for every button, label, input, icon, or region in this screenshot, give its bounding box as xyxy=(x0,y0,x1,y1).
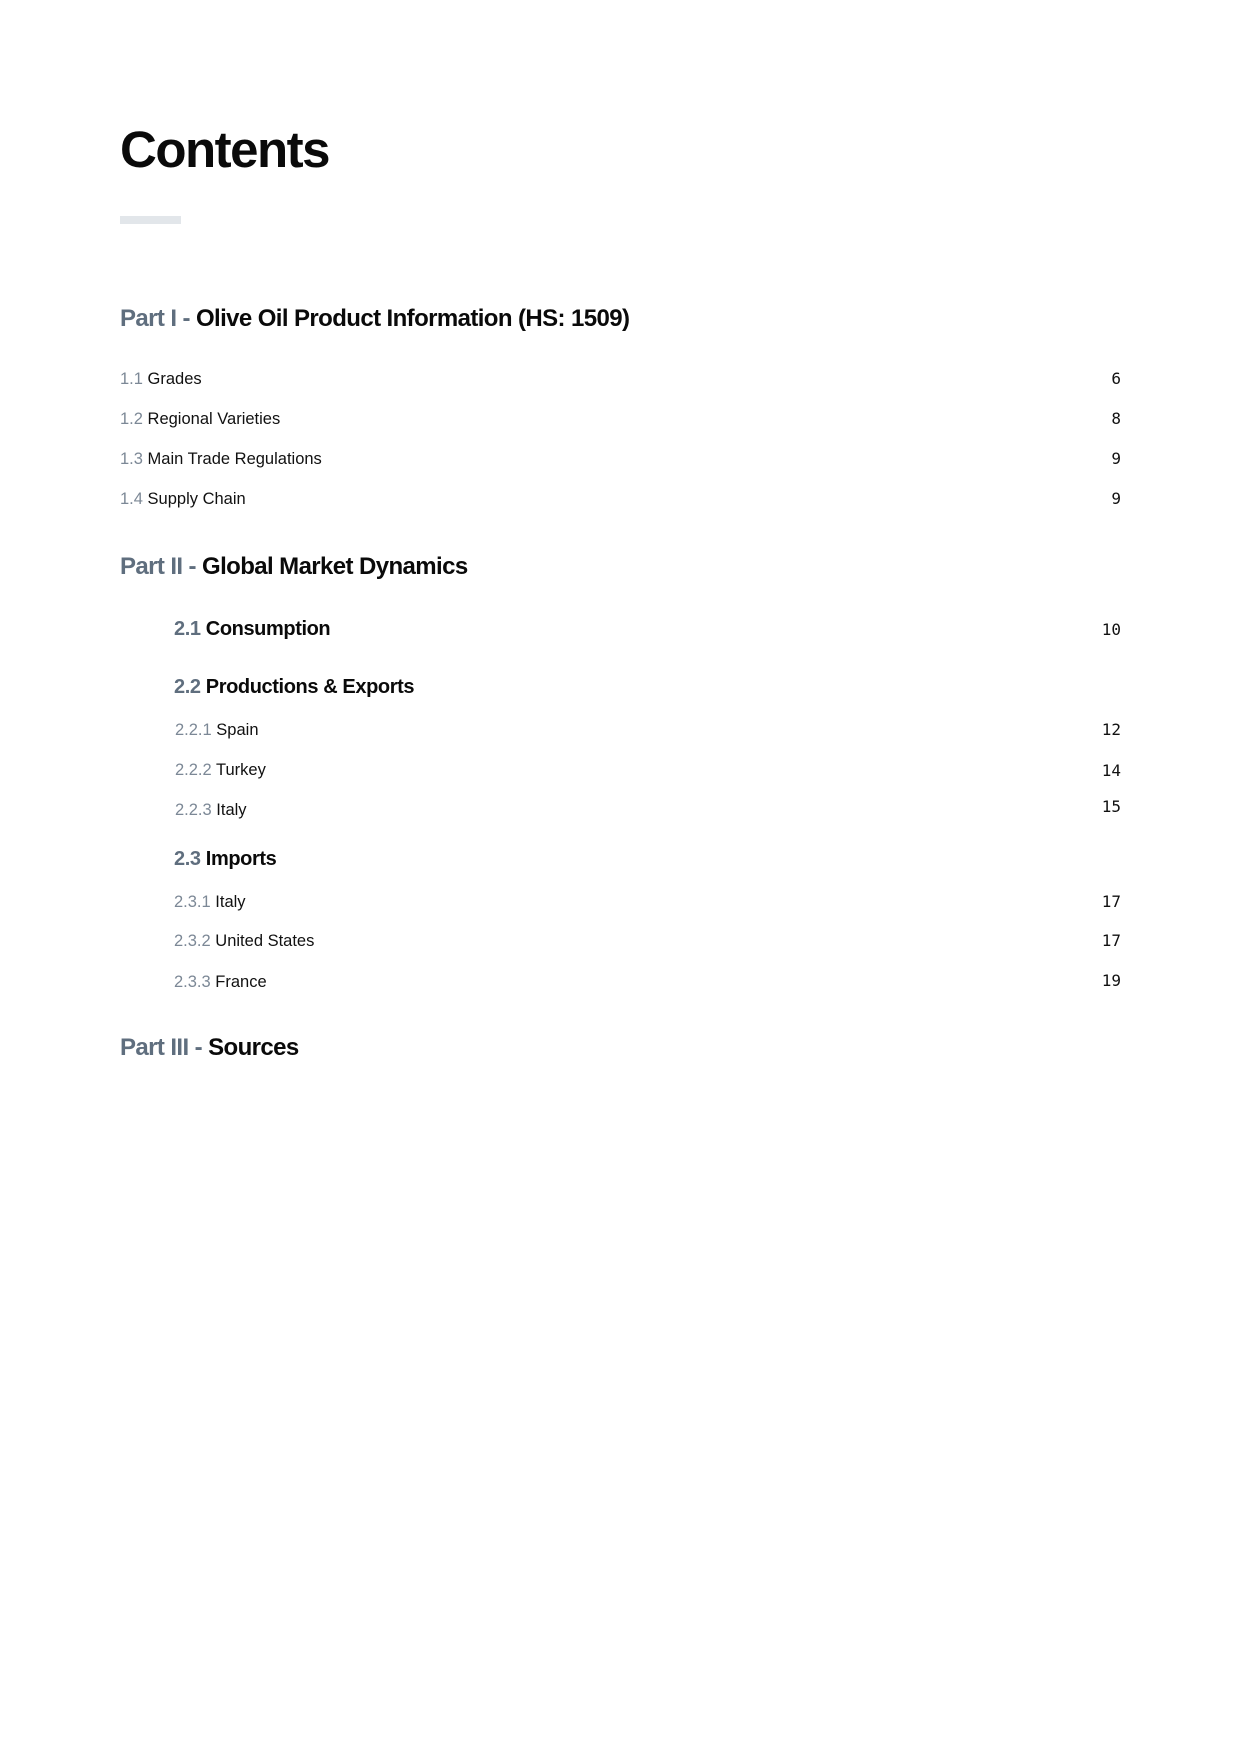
section-number: 2.2 xyxy=(174,676,201,698)
toc-entry-1-3[interactable] xyxy=(120,448,322,470)
page-number: 9 xyxy=(1111,489,1121,508)
entry-number: 1.3 xyxy=(120,450,143,468)
toc-entry-2-3-2[interactable] xyxy=(174,930,314,952)
section-label: Imports xyxy=(205,848,277,870)
part-2-name: Global Market Dynamics xyxy=(202,553,468,580)
toc-entry-2-3-1[interactable] xyxy=(174,891,246,913)
toc-entry-2-2-3[interactable] xyxy=(175,799,247,821)
part-3-heading[interactable] xyxy=(120,1032,299,1064)
entry-label: Grades xyxy=(147,370,202,388)
entry-number: 2.3.2 xyxy=(174,932,211,950)
part-2-heading[interactable] xyxy=(120,551,468,583)
entry-number: 2.2.3 xyxy=(175,801,212,819)
toc-section-2-3[interactable] xyxy=(174,845,276,873)
entry-label: Main Trade Regulations xyxy=(147,450,322,468)
entry-number: 1.2 xyxy=(120,410,143,428)
entry-label: Supply Chain xyxy=(147,490,246,508)
part-1-prefix: Part I - xyxy=(120,305,190,332)
toc-entry-2-2-1[interactable] xyxy=(175,719,259,741)
part-1-heading[interactable] xyxy=(120,303,629,335)
page-number: 17 xyxy=(1101,892,1121,911)
page-number: 10 xyxy=(1101,620,1121,639)
toc-section-2-2[interactable] xyxy=(174,673,414,701)
entry-number: 2.3.1 xyxy=(174,893,211,911)
entry-label: Italy xyxy=(215,893,246,911)
page-number: 17 xyxy=(1101,931,1121,950)
entry-label: Regional Varieties xyxy=(147,410,281,428)
section-number: 2.1 xyxy=(174,618,201,640)
page-number: 15 xyxy=(1101,797,1121,816)
title-underline xyxy=(120,216,181,224)
page-number: 6 xyxy=(1111,369,1121,388)
page-number: 19 xyxy=(1101,971,1121,990)
toc-section-2-1[interactable] xyxy=(174,615,330,643)
entry-number: 2.2.1 xyxy=(175,721,212,739)
entry-number: 2.2.2 xyxy=(175,761,212,779)
part-3-name: Sources xyxy=(208,1034,299,1061)
part-2-prefix: Part II - xyxy=(120,553,196,580)
page-title: Contents xyxy=(120,121,329,178)
entry-label: Turkey xyxy=(216,761,266,779)
entry-label: Spain xyxy=(216,721,259,739)
page-number: 14 xyxy=(1101,761,1121,780)
entry-number: 1.1 xyxy=(120,370,143,388)
toc-entry-2-2-2[interactable] xyxy=(175,759,266,781)
page-number: 12 xyxy=(1101,720,1121,739)
section-number: 2.3 xyxy=(174,848,201,870)
entry-label: Italy xyxy=(216,801,247,819)
toc-entry-1-4[interactable] xyxy=(120,488,246,510)
entry-number: 1.4 xyxy=(120,490,143,508)
entry-label: France xyxy=(215,973,267,991)
page-number: 9 xyxy=(1111,449,1121,468)
part-1-name: Olive Oil Product Information (HS: 1509) xyxy=(195,305,630,332)
entry-label: United States xyxy=(215,932,315,950)
entry-number: 2.3.3 xyxy=(174,973,211,991)
section-label: Productions & Exports xyxy=(205,676,415,698)
page-number: 8 xyxy=(1111,409,1121,428)
part-3-prefix: Part III - xyxy=(120,1034,203,1061)
section-label: Consumption xyxy=(205,618,331,640)
toc-entry-1-2[interactable] xyxy=(120,408,280,430)
toc-entry-1-1[interactable] xyxy=(120,368,202,390)
toc-entry-2-3-3[interactable] xyxy=(174,971,267,993)
